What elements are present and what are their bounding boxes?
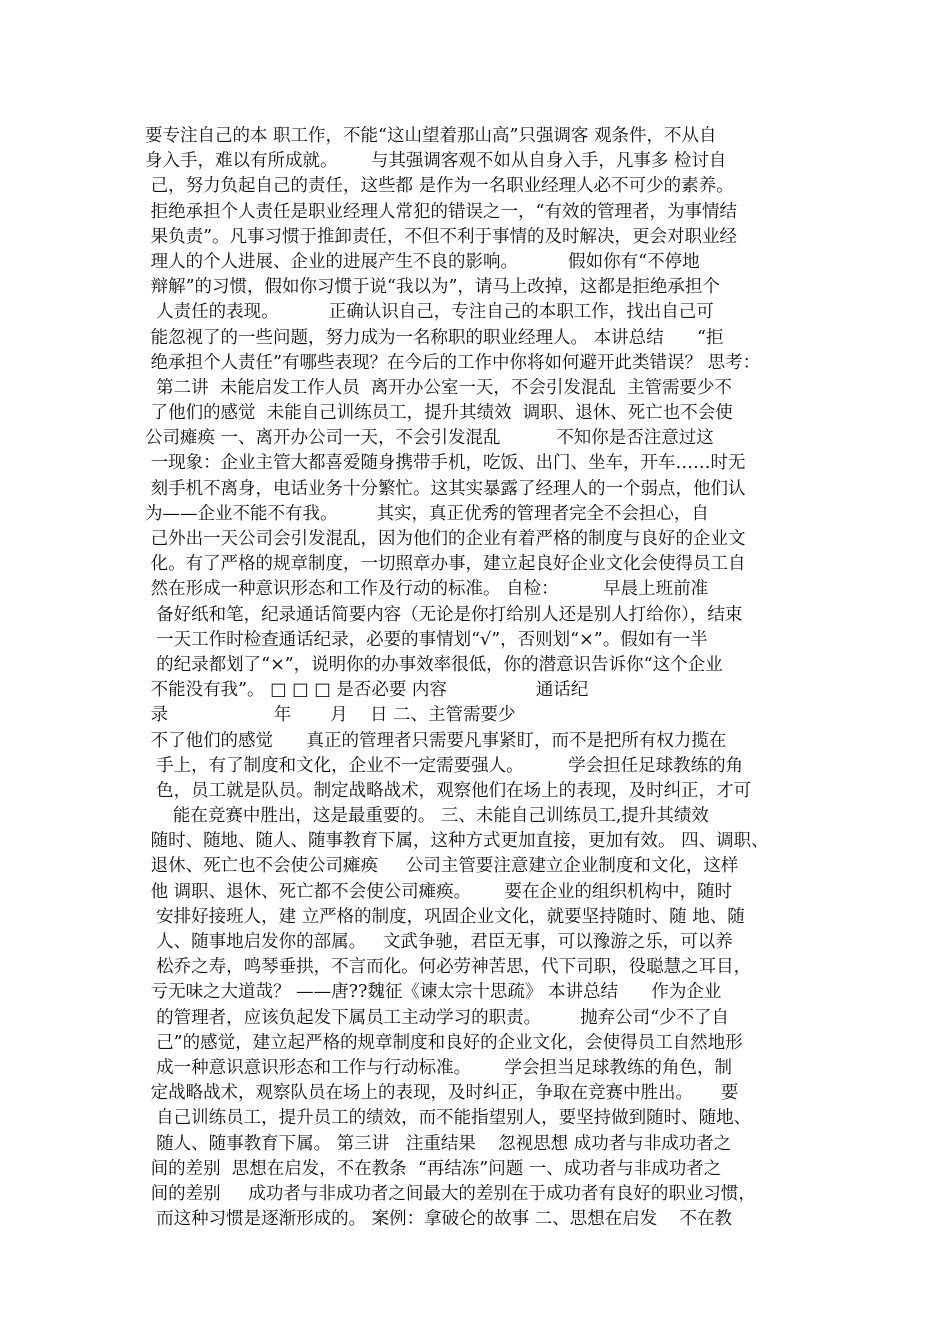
text-line: 松乔之寿，鸣琴垂拱，不言而化。何必劳神苦思，代下司职，役聪慧之耳目， (145, 957, 752, 978)
text-line: 绝承担个人责任”有哪些表现？在今后的工作中你将如何避开此类错误？ 思考： (145, 352, 761, 373)
text-line: 人责任的表现。 正确认识自己，专注自己的本职工作，找出自己可 (145, 302, 714, 323)
text-line: 人、随事地启发你的部属。 文武争驰，君臣无事，可以豫游之乐，可以养 (145, 932, 733, 952)
text-line: 随人、随事教育下属。 第三讲 注重结果 忽视思想 成功者与非成功者之 (145, 1133, 732, 1154)
text-line: 成一种意识意识形态和工作与行动标准。 学会担当足球教练的角色，制 (145, 1057, 732, 1078)
text-line: 的纪录都划了“×”，说明你的办事效率很低，你的潜意识告诉你“这个企业 (145, 654, 723, 675)
text-line: 一现象：企业主管大都喜爱随身携带手机，吃饭、出门、坐车，开车……时无 (145, 453, 746, 474)
text-line: 第二讲 未能启发工作人员 离开办公室一天，不会引发混乱 主管需要少不 (145, 377, 732, 398)
text-line: 定战略战术，观察队员在场上的表现，及时纠正，争取在竞赛中胜出。 要 (145, 1083, 739, 1104)
text-line: 己”的感觉，建立起严格的规章制度和良好的企业文化，会使得员工自然地形 (145, 1032, 743, 1053)
text-line: 刻手机不离身，电话业务十分繁忙。这其实暴露了经理人的一个弱点，他们认 (145, 478, 746, 499)
text-line: 辩解”的习惯，假如你习惯于说“我以为”，请马上改掉，这都是拒绝承担个 (145, 277, 720, 298)
text-line: 拒绝承担个人责任是职业经理人常犯的错误之一，“有效的管理者，为事情结 (145, 201, 738, 222)
text-line: 自己训练员工，提升员工的绩效，而不能指望别人，要坚持做到随时、随地、 (145, 1108, 752, 1129)
text-line: 不了他们的感觉 真正的管理者只需要凡事紧盯，而不是把所有权力揽在 (145, 730, 727, 751)
text-line: 为——企业不能不有我。 其实，真正优秀的管理者完全不会担心，自 (145, 503, 709, 524)
text-line: 果负责”。凡事习惯于推卸责任，不但不利于事情的及时解决，更会对职业经 (145, 226, 738, 247)
text-line: 能在竞赛中胜出，这是最重要的。 三、未能自己训练员工,提升其绩效 (145, 806, 709, 827)
text-line: 备好纸和笔，纪录通话简要内容（无论是你打给别人还是别人打给你），结束 (145, 604, 743, 625)
text-line: 能忽视了的一些问题，努力成为一名称职的职业经理人。 本讲总结 “拒 (145, 327, 724, 348)
text-line: 了他们的感觉 未能自己训练员工，提升其绩效 调职、退休、死亡也不会使 (145, 403, 733, 424)
text-line: 理人的个人进展、企业的进展产生不良的影响。 假如你有“不停地 (145, 251, 700, 272)
text-line: 要专注自己的本 职工作，不能“这山望着那山高”只强调客 观条件，不从自 (145, 126, 717, 146)
text-line: 公司瘫痪 一、离开办公司一天，不会引发混乱 不知你是否注意过这 (145, 428, 714, 449)
text-line: 间的差别 思想在启发，不在教条 “再结冻”问题 一、成功者与非成功者之 (145, 1158, 722, 1179)
text-line: 而这种习惯是逐渐形成的。 案例：拿破仑的故事 二、思想在启发 不在教 (145, 1209, 732, 1230)
text-line: 亏无味之大道哉？ ——唐??魏征《谏太宗十思疏》 本讲总结 作为企业 (145, 982, 722, 1003)
text-line: 然在形成一种意识形态和工作及行动的标准。 自检： 早晨上班前准 (145, 579, 709, 600)
text-line: 色，员工就是队员。制定战略战术，观察他们在场上的表现，及时纠正，才可 (145, 780, 752, 801)
body-text (145, 124, 815, 1232)
text-line: 手上，有了制度和文化，企业不一定需要强人。 学会担任足球教练的角 (145, 755, 744, 776)
text-line: 己外出一天公司会引发混乱，因为他们的企业有着严格的制度与良好的企业文 (145, 529, 746, 549)
text-line: 随时、随地、随人、随事教育下属，这种方式更加直接，更加有效。 四、调职、 (145, 831, 769, 852)
text-line: 己，努力负起自己的责任，这些都 是作为一名职业经理人必不可少的素养。 (145, 176, 734, 197)
text-line: 安排好接班人，建 立严格的制度，巩固企业文化，就要坚持随时、随 地、随 (145, 906, 745, 927)
text-line: 不能没有我”。 □ □ □ 是否必要 内容 通话纪 (145, 680, 589, 701)
text-line: 间的差别 成功者与非成功者之间最大的差别在于成功者有良好的职业习惯， (145, 1183, 756, 1204)
text-line: 他 调职、退休、死亡都不会使公司瘫痪。 要在企业的组织机构中，随时 (145, 881, 732, 902)
text-line: 退休、死亡也不会使公司瘫痪 公司主管要注意建立企业制度和文化，这样 (145, 856, 739, 877)
text-line: 身入手，难以有所成就。 与其强调客观不如从自身入手，凡事多 检讨自 (145, 151, 727, 172)
text-line: 录 年 月 日 二、主管需要少 (145, 705, 516, 726)
text-line: 一天工作时检查通话纪录，必要的事情划“√”，否则划“×”。假如有一半 (145, 629, 708, 650)
text-line: 化。有了严格的规章制度，一切照章办事，建立起良好企业文化会使得员工自 (145, 554, 746, 575)
text-line: 的管理者，应该负起发下属员工主动学习的职责。 抛弃公司“少不了自 (145, 1007, 730, 1028)
